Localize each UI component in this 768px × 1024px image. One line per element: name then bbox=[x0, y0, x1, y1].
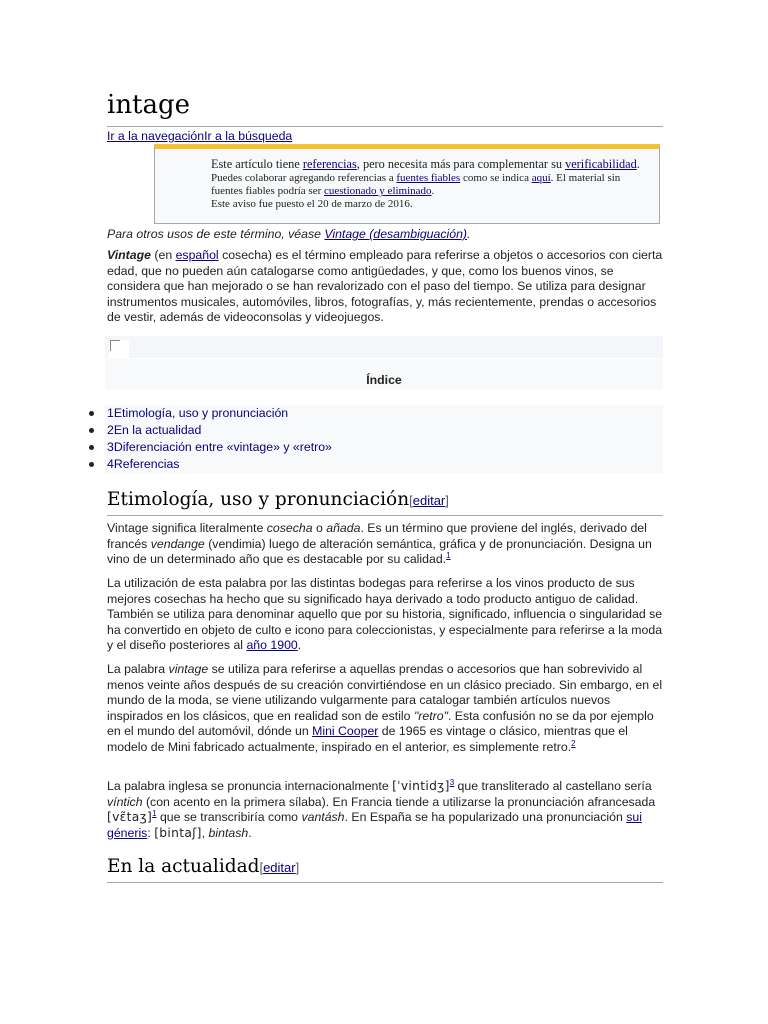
espanol-link[interactable]: español bbox=[175, 248, 219, 262]
italic-term: añada bbox=[326, 521, 361, 535]
italic-term: bintash bbox=[208, 825, 249, 840]
reference-link[interactable]: 2 bbox=[571, 738, 576, 748]
hatnote-text: Para otros usos de este término, véase bbox=[107, 227, 325, 241]
jump-links bbox=[107, 126, 663, 144]
toc-link[interactable]: Referencias bbox=[113, 457, 180, 471]
toc-number[interactable]: 1 bbox=[107, 406, 114, 420]
referencias-link[interactable]: referencias bbox=[302, 157, 357, 171]
paragraph-text: que se transcribiría como bbox=[156, 810, 302, 825]
paragraph-text: , bbox=[201, 825, 209, 840]
image-placeholder bbox=[105, 336, 663, 358]
ipa-transcription: [ˈvintidʒ] bbox=[392, 779, 450, 793]
italic-term: "retro" bbox=[413, 708, 448, 723]
edit-section bbox=[409, 493, 449, 508]
cuestionado-eliminado-link[interactable]: cuestionado y eliminado bbox=[324, 185, 432, 198]
paragraph-text: Vintage significa literalmente bbox=[107, 521, 267, 535]
toc-header bbox=[105, 359, 663, 389]
reference-link[interactable]: 3 bbox=[449, 778, 455, 787]
disambiguation-link[interactable]: Vintage (desambiguación) bbox=[324, 227, 468, 241]
sui-generis-link[interactable]: sui géneris bbox=[107, 810, 642, 840]
toc-item[interactable] bbox=[105, 456, 663, 473]
paragraph-text: se utiliza para referirse a aquellas prendas o accesorios que han sobrevivido al menos veinte años después de su creación convirtiéndose en un clásico preciado. Sin embargo, en el mundo de la moda, se viene utilizando vulgarmente para catalogar también artículos nuevos inspirados en los clásicos, que en realidad son de estilo bbox=[107, 662, 663, 723]
notice-date: Este aviso fue puesto el 20 de marzo de 2016. bbox=[211, 198, 413, 211]
paragraph-text: . Es un término que proviene del inglés, derivado del francés bbox=[107, 521, 647, 551]
paragraph-text: o bbox=[312, 521, 327, 535]
mini-cooper-link[interactable]: Mini Cooper bbox=[312, 724, 379, 739]
paragraph-etimologia-2 bbox=[107, 576, 663, 654]
toc-number[interactable]: 3 bbox=[107, 440, 114, 454]
notice-text: como se indica bbox=[460, 172, 532, 184]
notice-text: . El material sin fuentes fiables podría ser bbox=[211, 172, 621, 198]
lead-text: (en bbox=[150, 248, 176, 262]
toc-item[interactable] bbox=[105, 405, 663, 422]
italic-term: vintage bbox=[168, 662, 209, 676]
toc-link[interactable]: Etimología, uso y pronunciación bbox=[113, 406, 289, 420]
toc-title: Índice bbox=[366, 373, 402, 387]
broken-image-icon bbox=[110, 340, 120, 351]
section-heading-text: En la actualidad bbox=[107, 856, 260, 877]
ipa-transcription: [bintaʃ] bbox=[154, 825, 202, 840]
section-heading-text: Etimología, uso y pronunciación bbox=[107, 489, 410, 510]
jump-to-search-link[interactable]: Ir a la búsqueda bbox=[204, 129, 293, 143]
notice-second-line bbox=[211, 172, 651, 198]
italic-term: vantásh bbox=[301, 810, 345, 825]
paragraph-etimologia-1 bbox=[107, 521, 663, 568]
notice-message bbox=[211, 157, 651, 212]
paragraph-text: que transliterado al castellano sería bbox=[454, 779, 652, 793]
toc-number[interactable]: 4 bbox=[107, 457, 114, 471]
paragraph-etimologia-3 bbox=[107, 662, 663, 756]
reference-sup bbox=[446, 551, 450, 560]
edit-link[interactable]: editar bbox=[263, 860, 296, 875]
references-notice-box bbox=[154, 144, 660, 224]
edit-bracket: ] bbox=[295, 860, 300, 875]
paragraph-text: La palabra bbox=[107, 662, 169, 676]
edit-link[interactable]: editar bbox=[412, 493, 446, 508]
hatnote bbox=[107, 227, 663, 243]
ano-1900-link[interactable]: año 1900 bbox=[246, 638, 298, 653]
verificabilidad-link[interactable]: verificabilidad bbox=[565, 157, 637, 171]
toc-item[interactable] bbox=[105, 422, 663, 439]
edit-bracket: [ bbox=[259, 860, 264, 875]
notice-text: . bbox=[636, 157, 640, 171]
lead-text: cosecha) es el término empleado para referirse a objetos o accesorios con cierta edad, que no pueden aún catalogarse como antigüedades, y que, como los buenos vinos, se considera que han mejorado o se han revalorizado con el paso del tiempo. Se utiliza para designar instrumentos musicales, automóviles, libros, fotografías, y, más recientemente, prendas o accesorios de vestir, además de videoconsolas y videojuegos. bbox=[107, 248, 663, 325]
paragraph-text: de 1965 es vintage o clásico, mientras que el modelo de Mini fabricado actualmente, inspirado en el anterior, es simplemente retro. bbox=[107, 724, 628, 754]
toc-list bbox=[105, 405, 663, 473]
paragraph-text: . En España se ha popularizado una pronunciación bbox=[344, 810, 627, 825]
edit-bracket: [ bbox=[409, 493, 413, 508]
reference-link[interactable]: 1 bbox=[446, 551, 451, 561]
aqui-link[interactable]: aquí bbox=[531, 172, 551, 184]
paragraph-text: (vendimia) luego de alteración semántica, gráfica y de pronunciación. Designa un vino de un determinado año que es destacable por su calidad. bbox=[107, 536, 652, 567]
page-title: intage bbox=[107, 90, 191, 120]
ipa-transcription: [vɛ̃taʒ] bbox=[107, 810, 153, 825]
fuentes-fiables-link[interactable]: fuentes fiables bbox=[396, 172, 461, 184]
italic-term: cosecha bbox=[266, 521, 313, 535]
notice-text: Puedes colaborar agregando referencias a bbox=[211, 172, 397, 184]
notice-text: , pero necesita más para complementar su bbox=[356, 157, 566, 171]
paragraph-text: . Esta confusión no se da por ejemplo en el mundo del automóvil, dónde un bbox=[107, 708, 654, 739]
toc-number[interactable]: 2 bbox=[107, 423, 114, 437]
reference-sup bbox=[571, 739, 575, 748]
toc-item[interactable] bbox=[105, 439, 663, 456]
edit-bracket: ] bbox=[445, 493, 449, 508]
paragraph-text: . bbox=[248, 825, 252, 840]
notice-text: Este artículo tiene bbox=[211, 157, 303, 171]
toc-link[interactable]: Diferenciación entre «vintage» y «retro» bbox=[113, 440, 332, 454]
italic-term: víntich bbox=[107, 794, 143, 809]
reference-link[interactable]: 1 bbox=[152, 809, 157, 819]
paragraph-text: (con acento en la primera sílaba). En Francia tiende a utilizarse la pronunciación afrancesada bbox=[142, 794, 656, 809]
term-bold: Vintage bbox=[107, 248, 151, 262]
edit-section bbox=[259, 860, 299, 875]
paragraph-text: La utilización de esta palabra por las distintas bodegas para referirse a los vinos producto de sus mejores cosechas ha hecho que su significado haya derivado a todo producto antiguo de calidad. También se utiliza para denominar aquello que por su historia, significado, influencia o singularidad se ha convertido en objeto de culto e icono para coleccionistas, y especialmente para referirse a la moda y el diseño posteriores al bbox=[107, 576, 663, 653]
paragraph-text: La palabra inglesa se pronuncia internacionalmente bbox=[107, 779, 393, 793]
toc-link[interactable]: En la actualidad bbox=[113, 423, 202, 437]
section-heading-etimologia bbox=[107, 488, 663, 516]
hatnote-text: . bbox=[467, 227, 471, 241]
paragraph-etimologia-4 bbox=[107, 779, 663, 841]
jump-to-navigation-link[interactable]: Ir a la navegación bbox=[107, 129, 205, 143]
paragraph-text: : bbox=[147, 825, 155, 840]
italic-term: vendange bbox=[150, 536, 205, 551]
section-heading-actualidad bbox=[107, 855, 663, 883]
notice-text: . bbox=[431, 185, 435, 198]
lead-paragraph bbox=[107, 248, 663, 326]
notice-first-line bbox=[211, 157, 651, 172]
paragraph-text: . bbox=[297, 638, 302, 653]
